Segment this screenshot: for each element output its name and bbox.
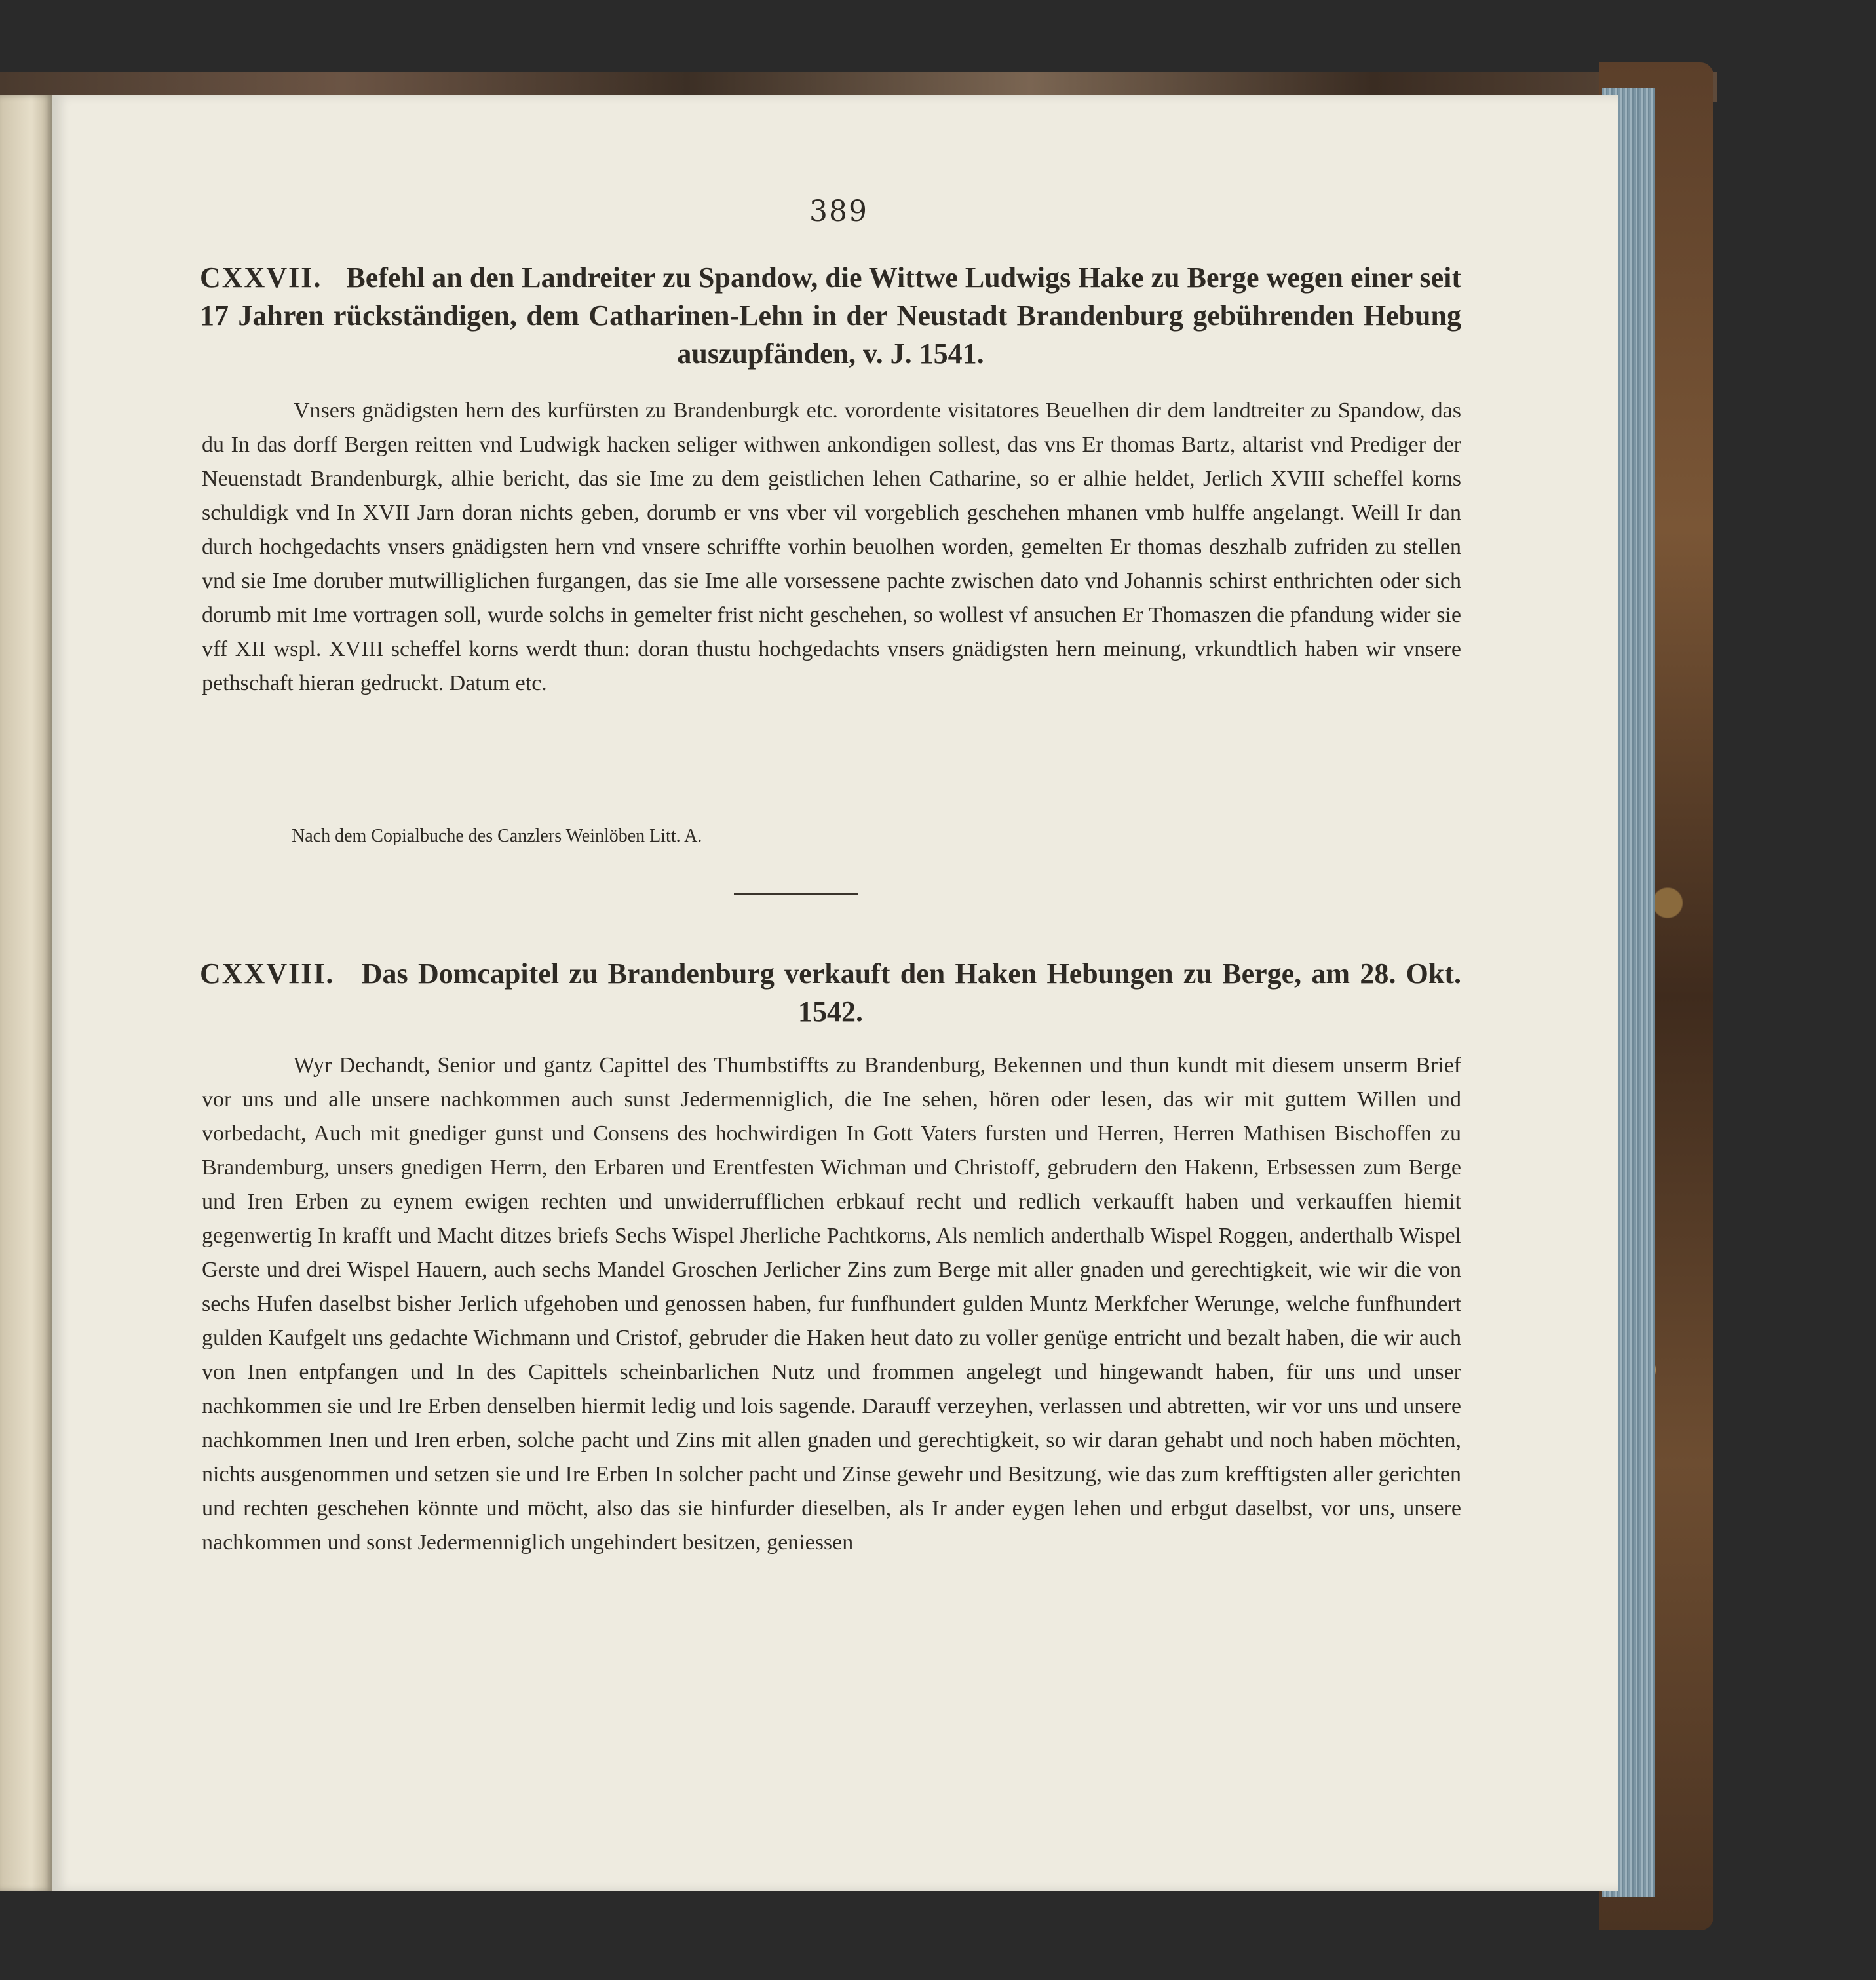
document-numeral-1: CXXVII. — [200, 262, 322, 294]
left-page-edge — [0, 95, 52, 1891]
document-heading-1 — [200, 259, 1461, 373]
document-body-1: Vnsers gnädigsten hern des kurfürsten zu Brandenburgk etc. vorordente visitatores Beuelhen dir dem landtreiter zu Spandow, das du In das dorff Bergen reitten vnd Ludwigk hacken seliger withwen ankondigen sollest, das vns Er thomas Bartz, altarist vnd Prediger der Neuenstadt Brandenburgk, alhie bericht, das sie Ime zu dem geistlichen lehen Catharine, so er alhie heldet, Jerlich XVIII scheffel korns schuldigk vnd In XVII Jarn doran nichts geben, dorumb er vns vber vil vorgeblich geschehen mhanen vmb hulffe angelangt. Weill Ir dan durch hochgedachts vnsers gnädigsten hern vnd vnsere schriffte vorhin beuolhen worden, gemelten Er thomas deszhalb zufriden zu stellen vnd sie Ime doruber mutwilliglichen furgangen, das sie Ime alle vorsessene pachte zwischen dato vnd Johannis schirst enthrichten oder sich dorumb mit Ime vortragen soll, wurde solchs in gemelter frist nicht geschehen, so wollest vf ansuchen Er Thomaszen die pfandung wider sie vff XII wspl. XVIII scheffel korns werdt thun: doran thustu hochgedachts vnsers gnädigsten hern meinung, vrkundtlich haben wir vnsere pethschaft hieran gedruckt. Datum etc. — [202, 398, 1461, 695]
section-divider — [734, 893, 858, 895]
page-content — [52, 95, 1618, 1891]
document-numeral-2: CXXVIII. — [200, 958, 335, 990]
document-title-2: Das Domcapitel zu Brandenburg verkauft den Haken Hebungen zu Berge, am 28. Okt. 1542. — [361, 958, 1462, 1028]
document-body-2: Wyr Dechandt, Senior und gantz Capittel des Thumbstiffts zu Brandenburg, Bekennen und thun kundt mit diesem unserm Brief vor uns und alle unsere nachkommen auch sunst Jedermenniglich, die Ine sehen, hören oder lesen, das wir mit guttem Willen und vorbedacht, Auch mit gnediger gunst und Consens des hochwirdigen In Gott Vaters fursten und Herren, Herren Mathisen Bischoffen zu Brandemburg, unsers gnedigen Herrn, den Erbaren und Erentfesten Wichman und Christoff, gebrudern den Hakenn, Erbsessen zum Berge und Iren Erben zu eynem ewigen rechten und unwiderrufflichen erbkauf recht und redlich verkaufft haben und verkauffen hiemit gegenwertig In krafft und Macht ditzes briefs Sechs Wispel Jherliche Pachtkorns, Als nemlich anderthalb Wispel Roggen, anderthalb Wispel Gerste und drei Wispel Hauern, auch sechs Mandel Groschen Jerlicher Zins zum Berge mit aller gnaden und gerechtigkeit, wie wir die von sechs Hufen daselbst bisher Jerlich ufgehoben und genossen haben, fur funfhundert gulden Muntz Merkfcher Werunge, welche funfhundert gulden Kaufgelt uns gedachte Wichmann und Cristof, gebruder die Haken heut dato zu voller genüge entricht und bezalt haben, die wir auch von Inen entpfangen und In des Capittels scheinbarlichen Nutz und frommen angelegt und hingewandt haben, für uns und unser nachkommen sie und Ire Erben denselben hiermit ledig und lois sagende. Darauff verzeyhen, verlassen und abtretten, wir vor uns und unsere nachkommen Inen und Iren erben, solche pacht und Zins mit allen gnaden und gerechtigkeit, so wir daran gehabt und noch haben möchten, nichts ausgenommen und setzen sie und Ire Erben In solcher pacht und Zinse gewehr und Besitzung, wie das zum krefftigsten aller gerichten und rechten geschehen könnte und möcht, also das sie hinfurder dieselben, als Ir ander eygen lehen und erbgut daselbst, vor uns, unsere nachkommen und sonst Jedermenniglich ungehindert besitzen, geniessen — [202, 1053, 1461, 1555]
document-title-1: Befehl an den Landreiter zu Spandow, die Wittwe Ludwigs Hake zu Berge wegen einer seit 17 Jahren rückständigen, dem Catharinen-Lehn in der Neustadt Brandenburg gebührenden Hebung auszupfänden, v. J. 1541. — [200, 262, 1462, 370]
document-heading-2 — [200, 955, 1461, 1031]
book-page — [52, 95, 1618, 1891]
source-note: Nach dem Copialbuche des Canzlers Weinlöben Litt. A. — [292, 826, 702, 846]
page-number: 389 — [809, 195, 868, 228]
